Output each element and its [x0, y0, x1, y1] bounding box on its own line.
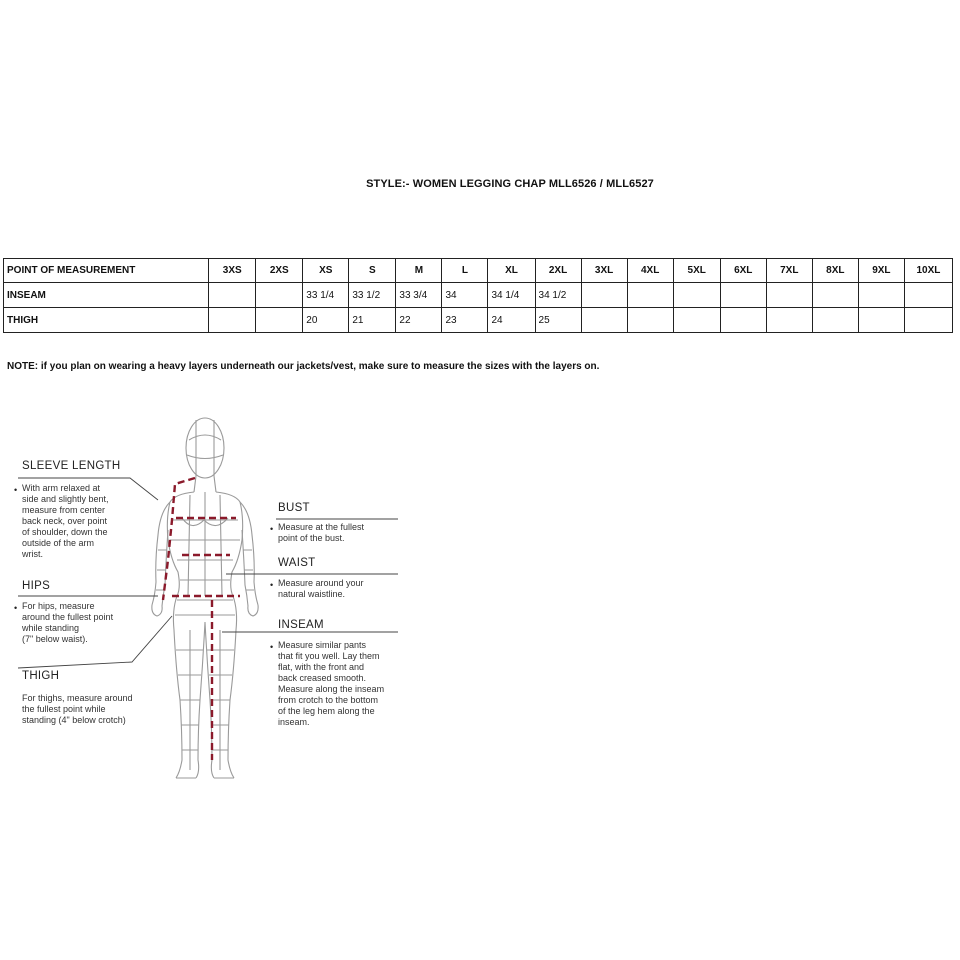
bullet-icon: • [270, 580, 274, 590]
header-cell: POINT OF MEASUREMENT [4, 259, 209, 283]
sleeve-length-desc: With arm relaxed at side and slightly bent, measure from center back neck, over point of shoulder, down the outside of the arm wrist. [22, 483, 109, 559]
table-cell: 22 [396, 308, 442, 333]
header-cell: XL [488, 259, 535, 283]
thigh-title: THIGH [22, 670, 60, 682]
table-cell [812, 308, 858, 333]
table-cell [627, 283, 673, 308]
waist-desc: Measure around your natural waistline. [278, 578, 364, 599]
table-row-inseam [4, 283, 953, 308]
header-cell: 9XL [858, 259, 904, 283]
table-cell [766, 283, 812, 308]
size-chart-table [3, 258, 953, 333]
header-cell: 8XL [812, 259, 858, 283]
table-cell [858, 283, 904, 308]
table-cell: 20 [303, 308, 349, 333]
layering-note: NOTE: if you plan on wearing a heavy layers underneath our jackets/vest, make sure to measure the sizes with the layers on. [7, 361, 600, 372]
table-cell [256, 308, 303, 333]
header-cell: 6XL [720, 259, 766, 283]
table-cell [581, 283, 627, 308]
hips-title: HIPS [22, 580, 51, 592]
table-cell: 34 [442, 283, 488, 308]
table-cell [673, 308, 720, 333]
bullet-icon: • [14, 603, 18, 613]
table-cell: 24 [488, 308, 535, 333]
table-cell [256, 283, 303, 308]
waist-title: WAIST [278, 557, 316, 569]
table-row-thigh [4, 308, 953, 333]
header-cell: M [396, 259, 442, 283]
header-cell: S [349, 259, 396, 283]
header-cell: 2XL [535, 259, 581, 283]
measurement-figure [0, 400, 960, 800]
table-cell [812, 283, 858, 308]
table-cell [904, 283, 952, 308]
table-cell [720, 283, 766, 308]
table-cell [766, 308, 812, 333]
bust-desc: Measure at the fullest point of the bust. [278, 522, 365, 543]
thigh-desc: For thighs, measure around the fullest point while standing (4" below crotch) [22, 693, 133, 725]
table-cell: 33 3/4 [396, 283, 442, 308]
bust-title: BUST [278, 502, 310, 514]
table-cell: 25 [535, 308, 581, 333]
table-cell: 23 [442, 308, 488, 333]
table-cell [209, 283, 256, 308]
header-cell: L [442, 259, 488, 283]
sleeve-length-title: SLEEVE LENGTH [22, 460, 121, 472]
bullet-icon: • [14, 485, 18, 495]
table-cell [720, 308, 766, 333]
table-cell [581, 308, 627, 333]
table-cell [209, 308, 256, 333]
header-cell: 3XS [209, 259, 256, 283]
header-cell: XS [303, 259, 349, 283]
header-cell: 4XL [627, 259, 673, 283]
table-cell [904, 308, 952, 333]
header-cell: 5XL [673, 259, 720, 283]
bullet-icon: • [270, 642, 274, 652]
table-cell: 33 1/4 [303, 283, 349, 308]
table-cell: 33 1/2 [349, 283, 396, 308]
row-label: INSEAM [4, 283, 209, 308]
header-cell: 10XL [904, 259, 952, 283]
table-cell: 34 1/2 [535, 283, 581, 308]
row-label: THIGH [4, 308, 209, 333]
body-outline-illustration [0, 400, 960, 800]
bullet-icon: • [270, 524, 274, 534]
header-cell: 2XS [256, 259, 303, 283]
table-cell [858, 308, 904, 333]
style-title: STYLE:- WOMEN LEGGING CHAP MLL6526 / MLL6527 [366, 178, 654, 190]
table-cell [673, 283, 720, 308]
inseam-title: INSEAM [278, 619, 324, 631]
header-cell: 7XL [766, 259, 812, 283]
table-cell [627, 308, 673, 333]
table-cell: 34 1/4 [488, 283, 535, 308]
inseam-desc: Measure similar pants that fit you well. Lay them flat, with the front and back creased smooth. Measure along the inseam from crotch to the bottom of the leg hem along the inseam. [278, 640, 385, 727]
header-cell: 3XL [581, 259, 627, 283]
table-cell: 21 [349, 308, 396, 333]
table-header-row [4, 259, 953, 283]
hips-desc: For hips, measure around the fullest point while standing (7" below waist). [22, 601, 114, 644]
